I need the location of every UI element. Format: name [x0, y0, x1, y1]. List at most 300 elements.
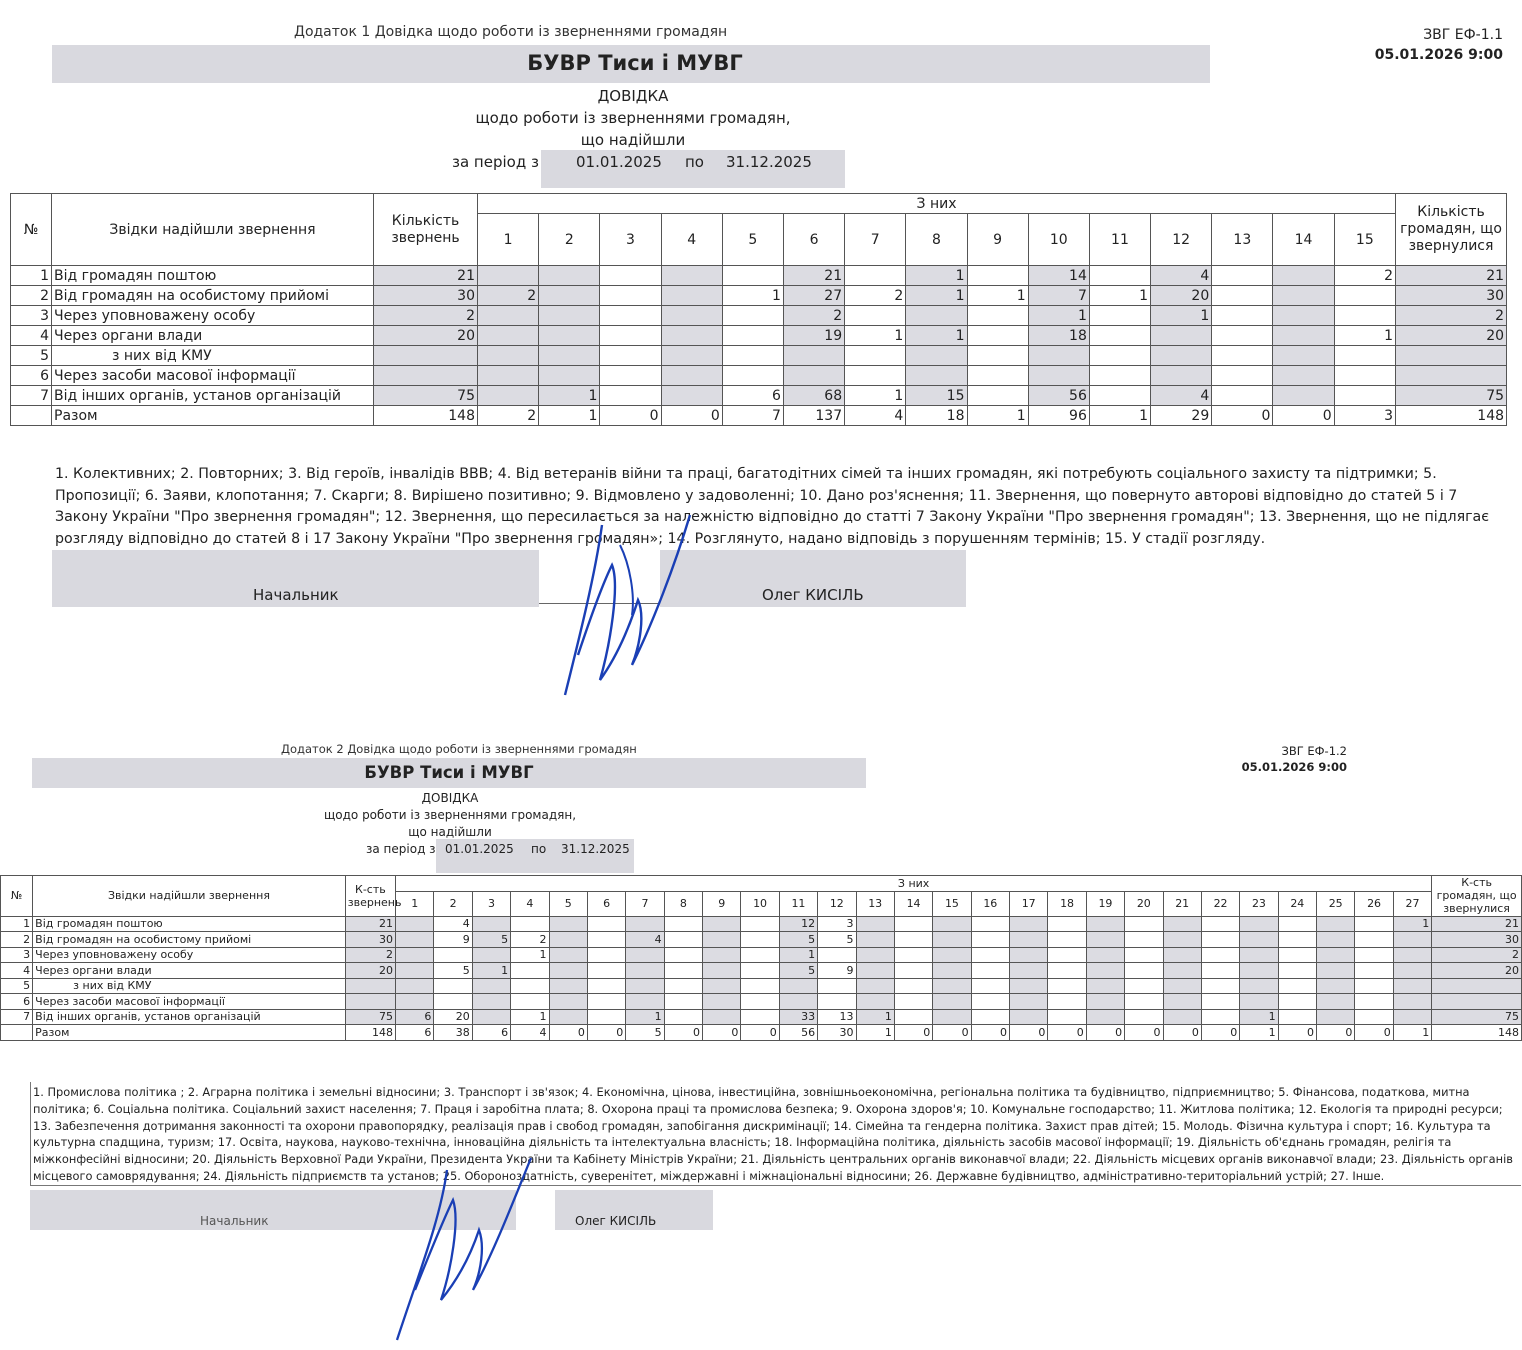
- doc2-cell: [1393, 978, 1432, 994]
- doc1-total-cell: 2: [478, 406, 539, 426]
- doc2-row-count: 30: [345, 932, 395, 948]
- doc2-row-count: 75: [345, 1009, 395, 1025]
- doc1-cell: [845, 366, 906, 386]
- doc2-cell: [587, 947, 625, 963]
- doc2-cell: 13: [818, 1009, 856, 1025]
- doc2-cell: [741, 978, 779, 994]
- doc2-cell: 1: [472, 963, 510, 979]
- doc2-period-label: за період з: [366, 842, 436, 856]
- doc1-row-label: з них від КМУ: [52, 346, 374, 366]
- doc2-th-citizens: К-сть громадян, що звернулися: [1432, 876, 1522, 917]
- doc1-cell: [600, 366, 661, 386]
- doc1-total-cell: 137: [783, 406, 844, 426]
- doc2-cell: 4: [626, 932, 664, 948]
- doc1-cell: [1273, 306, 1334, 326]
- doc2-th-col-15: 15: [933, 891, 971, 916]
- doc2-cell: 1: [1393, 916, 1432, 932]
- table-row: [1, 978, 1522, 994]
- doc2-total-cell: 1: [856, 1025, 894, 1041]
- table-row: [11, 266, 1507, 286]
- doc2-cell: [1086, 932, 1124, 948]
- doc2-cell: [741, 1009, 779, 1025]
- doc2-cell: [626, 963, 664, 979]
- doc2-th-col-16: 16: [971, 891, 1009, 916]
- doc2-total-cell: 0: [1048, 1025, 1086, 1041]
- doc2-total-cell: 6: [472, 1025, 510, 1041]
- doc1-total-cell: 1: [1089, 406, 1150, 426]
- doc1-title: ДОВІДКА: [597, 87, 669, 105]
- doc1-cell: 4: [1151, 266, 1212, 286]
- doc1-cell: 2: [783, 306, 844, 326]
- doc2-cell: [971, 994, 1009, 1010]
- doc1-cell: 2: [845, 286, 906, 306]
- doc1-row-num: 5: [11, 346, 52, 366]
- doc1-period-to-label: по: [685, 153, 704, 171]
- doc2-cell: 9: [818, 963, 856, 979]
- doc1-row-label: Від громадян поштою: [52, 266, 374, 286]
- doc2-total-citizens: 148: [1432, 1025, 1522, 1041]
- doc1-th-source: Звідки надійшли звернення: [52, 194, 374, 266]
- doc1-cell: [1089, 366, 1150, 386]
- doc1-cell: [539, 286, 600, 306]
- doc1-total-cell: 1: [967, 406, 1028, 426]
- doc1-cell: 1: [1334, 326, 1395, 346]
- doc1-cell: [967, 366, 1028, 386]
- doc1-subtitle2: що надійшли: [580, 131, 686, 149]
- doc2-cell: 5: [779, 963, 817, 979]
- doc2-cell: [434, 978, 472, 994]
- doc2-cell: [472, 916, 510, 932]
- doc2-cell: [1317, 994, 1355, 1010]
- doc1-cell: [1273, 346, 1334, 366]
- doc1-row-num: 1: [11, 266, 52, 286]
- doc2-total-cell: 6: [396, 1025, 434, 1041]
- doc2-row-citizens: 21: [1432, 916, 1522, 932]
- doc1-cell: [1028, 366, 1089, 386]
- doc2-row-num: 5: [1, 978, 33, 994]
- doc2-cell: [741, 994, 779, 1010]
- doc2-total-cell: 5: [626, 1025, 664, 1041]
- doc1-th-num: №: [11, 194, 52, 266]
- doc2-row-citizens: 2: [1432, 947, 1522, 963]
- doc2-cell: [741, 932, 779, 948]
- doc1-cell: [478, 306, 539, 326]
- doc1-cell: [845, 306, 906, 326]
- doc2-cell: [1278, 1009, 1316, 1025]
- doc2-datetime: 05.01.2026 9:00: [1241, 760, 1347, 774]
- doc2-th-col-6: 6: [587, 891, 625, 916]
- doc1-total-cell: 18: [906, 406, 967, 426]
- doc2-th-col-11: 11: [779, 891, 817, 916]
- doc2-cell: [1010, 916, 1048, 932]
- doc2-cell: [856, 947, 894, 963]
- doc2-cell: [1317, 932, 1355, 948]
- doc2-cell: [894, 1009, 932, 1025]
- doc2-cell: [703, 916, 741, 932]
- doc1-total-cell: 0: [600, 406, 661, 426]
- doc1-cell: [783, 366, 844, 386]
- doc2-total-cell: 1: [1240, 1025, 1278, 1041]
- doc2-cell: [1163, 932, 1201, 948]
- doc2-row-num: 2: [1, 932, 33, 948]
- doc1-cell: [722, 326, 783, 346]
- doc2-cell: [549, 994, 587, 1010]
- doc2-table: [0, 875, 1522, 1041]
- doc2-cell: [1086, 1009, 1124, 1025]
- doc2-cell: [549, 947, 587, 963]
- doc2-row-num: 3: [1, 947, 33, 963]
- table-row: [1, 1009, 1522, 1025]
- doc2-row-count: 20: [345, 963, 395, 979]
- doc2-cell: [549, 978, 587, 994]
- doc2-cell: 1: [1240, 1009, 1278, 1025]
- doc2-cell: [1010, 978, 1048, 994]
- doc2-cell: [1201, 932, 1239, 948]
- doc2-total-cell: 4: [511, 1025, 549, 1041]
- doc2-cell: [703, 978, 741, 994]
- doc2-th-col-25: 25: [1317, 891, 1355, 916]
- doc2-row-label: Від громадян поштою: [33, 916, 346, 932]
- doc1-row-citizens: [1396, 366, 1507, 386]
- doc1-th-col-3: 3: [600, 214, 661, 266]
- doc1-cell: [845, 346, 906, 366]
- doc1-th-col-8: 8: [906, 214, 967, 266]
- doc2-cell: [587, 1009, 625, 1025]
- doc1-cell: 21: [783, 266, 844, 286]
- doc1-cell: [1334, 286, 1395, 306]
- doc2-subtitle2: що надійшли: [408, 825, 492, 839]
- doc1-cell: [967, 346, 1028, 366]
- doc1-cell: [661, 286, 722, 306]
- doc1-period-label: за період з: [452, 153, 539, 171]
- doc2-total-cell: 0: [741, 1025, 779, 1041]
- doc2-cell: [1163, 916, 1201, 932]
- doc1-row-citizens: 2: [1396, 306, 1507, 326]
- doc2-row-label: Через засоби масової інформації: [33, 994, 346, 1010]
- doc1-cell: [1212, 326, 1273, 346]
- doc2-row-citizens: 20: [1432, 963, 1522, 979]
- doc2-cell: 20: [434, 1009, 472, 1025]
- doc2-total-cell: 0: [894, 1025, 932, 1041]
- doc2-cell: [1355, 947, 1393, 963]
- doc1-row-citizens: 75: [1396, 386, 1507, 406]
- doc2-total-cell: 0: [1278, 1025, 1316, 1041]
- doc2-cell: [1278, 994, 1316, 1010]
- doc2-period-from: 01.01.2025: [445, 842, 514, 856]
- doc2-legend: 1. Промислова політика ; 2. Аграрна політика і земельні відносини; 3. Транспорт і зв'язок; 4. Економічна, цінова, інвестиційна, зовнішньоекономічна, регіональна політика та будівництво, підприємництво; 5. Фінансова, податкова, митна політика; 6. Соціальна політика. Соціальний захист населення; 7. Праця і заробітна плата; 8. Охорона праці та промислова безпека; 9. Охорона здоров'я; 10. Комунальне господарство; 11. Житлова політика; 12. Екологія та природні ресурси; 13. Забезпечення дотримання законності та охорони правопорядку, реалізація прав і свобод громадян, запобігання дискримінації; 14. Сімейна та гендерна політика. Захист прав дітей; 15. Молодь. Фізична культура і спорт; 16. Культура та культурна спадщина, туризм; 17. Освіта, наукова, науково-технічна, інноваційна діяльність та інтелектуальна власність; 18. Інформаційна політика, діяльність засобів масової інформації; 19. Діяльність об'єднань громадян, релігія та міжконфесійні відносини; 20. Діяльність Верховної Ради України, Президента України та Кабінету Міністрів України; 21. Діяльність центральних органів виконавчої влади; 22. Діяльність місцевих органів виконавчої влади; 23. Діяльність органів місцевого самоврядування; 24. Діяльність підприємств та установ; 25. Обороноздатність, суверенітет, міждержавні і міжнаціональні відносини; 26. Державне будівництво, адміністративно-територіальний устрій; 27. Інше.: [33, 1085, 1513, 1183]
- table-row: [11, 326, 1507, 346]
- doc2-cell: [818, 994, 856, 1010]
- doc1-cell: 1: [906, 266, 967, 286]
- doc2-cell: [1086, 963, 1124, 979]
- doc2-cell: [396, 978, 434, 994]
- doc2-cell: [1240, 978, 1278, 994]
- doc2-th-col-13: 13: [856, 891, 894, 916]
- doc1-th-col-14: 14: [1273, 214, 1334, 266]
- doc1-cell: [600, 306, 661, 326]
- doc1-cell: [600, 326, 661, 346]
- doc1-row-label: Через органи влади: [52, 326, 374, 346]
- doc2-cell: [472, 994, 510, 1010]
- doc2-cell: [1201, 994, 1239, 1010]
- doc2-cell: [1355, 932, 1393, 948]
- table-row: [1, 932, 1522, 948]
- doc2-cell: [1086, 978, 1124, 994]
- doc2-cell: [626, 978, 664, 994]
- doc2-cell: [971, 932, 1009, 948]
- doc2-cell: [1163, 963, 1201, 979]
- doc1-th-col-7: 7: [845, 214, 906, 266]
- doc1-cell: [478, 366, 539, 386]
- doc2-cell: [626, 994, 664, 1010]
- doc1-row-count: [374, 346, 478, 366]
- doc2-total-cell: 30: [818, 1025, 856, 1041]
- doc2-total-cell: 0: [971, 1025, 1009, 1041]
- doc1-cell: [1212, 286, 1273, 306]
- doc2-cell: [856, 916, 894, 932]
- doc1-th-of-them: З них: [478, 194, 1396, 214]
- doc2-cell: 1: [779, 947, 817, 963]
- doc2-cell: [511, 994, 549, 1010]
- doc2-cell: [626, 947, 664, 963]
- doc1-cell: [478, 386, 539, 406]
- doc1-signature: [540, 505, 710, 730]
- doc1-subtitle1: щодо роботи із зверненнями громадян,: [475, 109, 791, 127]
- doc2-total-cell: 0: [664, 1025, 702, 1041]
- doc1-total-citizens: 148: [1396, 406, 1507, 426]
- doc1-cell: [661, 366, 722, 386]
- doc1-cell: [967, 386, 1028, 406]
- doc2-cell: [549, 963, 587, 979]
- doc1-cell: 2: [478, 286, 539, 306]
- doc1-row-num: 3: [11, 306, 52, 326]
- doc2-cell: [933, 916, 971, 932]
- doc2-cell: [741, 947, 779, 963]
- doc2-cell: [1278, 978, 1316, 994]
- doc2-cell: [971, 1009, 1009, 1025]
- doc1-row-citizens: 21: [1396, 266, 1507, 286]
- table-row: [11, 286, 1507, 306]
- doc2-cell: [703, 994, 741, 1010]
- doc2-cell: [1393, 994, 1432, 1010]
- doc1-total-count: 148: [374, 406, 478, 426]
- doc2-row-count: [345, 978, 395, 994]
- doc1-period-from: 01.01.2025: [576, 153, 662, 171]
- doc2-cell: [587, 994, 625, 1010]
- doc1-cell: [967, 266, 1028, 286]
- doc2-cell: [587, 978, 625, 994]
- doc1-total-label: Разом: [52, 406, 374, 426]
- doc2-cell: [933, 994, 971, 1010]
- doc1-cell: [1151, 346, 1212, 366]
- table-row: [11, 306, 1507, 326]
- doc2-total-cell: 0: [1317, 1025, 1355, 1041]
- doc2-row-citizens: [1432, 978, 1522, 994]
- doc2-position: Начальник: [200, 1214, 269, 1228]
- doc1-cell: 27: [783, 286, 844, 306]
- doc1-cell: [1212, 306, 1273, 326]
- doc1-cell: 2: [1334, 266, 1395, 286]
- doc1-datetime: 05.01.2026 9:00: [1374, 47, 1503, 63]
- doc2-cell: [1125, 916, 1163, 932]
- doc1-cell: [1089, 306, 1150, 326]
- doc1-cell: [661, 306, 722, 326]
- doc2-cell: [933, 932, 971, 948]
- doc2-total-cell: 0: [587, 1025, 625, 1041]
- doc1-cell: 18: [1028, 326, 1089, 346]
- doc2-cell: [1010, 947, 1048, 963]
- table-row: [11, 386, 1507, 406]
- doc2-cell: [626, 916, 664, 932]
- doc1-total-cell: 4: [845, 406, 906, 426]
- doc2-cell: 1: [626, 1009, 664, 1025]
- doc1-cell: [1334, 386, 1395, 406]
- doc2-row-label: Від інших органів, установ організацій: [33, 1009, 346, 1025]
- doc1-th-col-1: 1: [478, 214, 539, 266]
- doc2-total-cell: 0: [1201, 1025, 1239, 1041]
- doc1-row-citizens: 20: [1396, 326, 1507, 346]
- doc2-cell: [933, 978, 971, 994]
- doc2-cell: [933, 963, 971, 979]
- doc1-total-num: [11, 406, 52, 426]
- doc2-cell: [1240, 963, 1278, 979]
- doc2-row-citizens: 30: [1432, 932, 1522, 948]
- doc2-cell: 3: [818, 916, 856, 932]
- doc2-row-num: 1: [1, 916, 33, 932]
- doc2-cell: [1010, 963, 1048, 979]
- doc1-row-count: [374, 366, 478, 386]
- doc2-th-count: К-сть звернень: [345, 876, 395, 917]
- table-row: [11, 346, 1507, 366]
- doc2-cell: [664, 947, 702, 963]
- doc2-cell: [1278, 916, 1316, 932]
- doc1-cell: [539, 366, 600, 386]
- doc2-cell: [1048, 994, 1086, 1010]
- doc2-cell: [1393, 947, 1432, 963]
- doc1-cell: [1212, 266, 1273, 286]
- doc2-total-cell: 0: [1010, 1025, 1048, 1041]
- doc2-cell: [664, 916, 702, 932]
- doc2-cell: [703, 932, 741, 948]
- doc1-th-col-13: 13: [1212, 214, 1273, 266]
- doc1-cell: [1334, 306, 1395, 326]
- doc2-cell: [511, 916, 549, 932]
- doc1-cell: [1028, 346, 1089, 366]
- doc2-cell: [971, 978, 1009, 994]
- doc1-cell: [600, 266, 661, 286]
- doc2-th-col-23: 23: [1240, 891, 1278, 916]
- doc2-row-label: Від громадян на особистому прийомі: [33, 932, 346, 948]
- doc1-row-num: 7: [11, 386, 52, 406]
- doc1-cell: [600, 286, 661, 306]
- doc1-th-col-4: 4: [661, 214, 722, 266]
- doc2-row-count: 21: [345, 916, 395, 932]
- doc1-cell: 14: [1028, 266, 1089, 286]
- doc2-th-col-1: 1: [396, 891, 434, 916]
- table-row-total: [11, 406, 1507, 426]
- doc1-cell: 1: [1151, 306, 1212, 326]
- doc2-cell: [1010, 1009, 1048, 1025]
- doc1-cell: [1151, 366, 1212, 386]
- doc2-th-col-14: 14: [894, 891, 932, 916]
- doc1-cell: [722, 266, 783, 286]
- doc2-cell: [587, 963, 625, 979]
- doc1-total-cell: 7: [722, 406, 783, 426]
- doc2-cell: [587, 916, 625, 932]
- doc2-cell: [434, 994, 472, 1010]
- doc1-cell: [661, 386, 722, 406]
- doc2-cell: [894, 963, 932, 979]
- doc1-row-citizens: 30: [1396, 286, 1507, 306]
- doc2-th-col-2: 2: [434, 891, 472, 916]
- doc2-cell: [396, 994, 434, 1010]
- table-row: [11, 366, 1507, 386]
- doc1-th-col-15: 15: [1334, 214, 1395, 266]
- doc2-total-cell: 38: [434, 1025, 472, 1041]
- doc2-row-num: 6: [1, 994, 33, 1010]
- doc1-cell: 1: [845, 326, 906, 346]
- doc2-cell: [894, 994, 932, 1010]
- doc2-cell: [703, 947, 741, 963]
- doc1-th-col-10: 10: [1028, 214, 1089, 266]
- doc1-row-count: 75: [374, 386, 478, 406]
- doc2-row-num: 7: [1, 1009, 33, 1025]
- doc1-th-citizens: Кількість громадян, що звернулися: [1396, 194, 1507, 266]
- doc2-th-source: Звідки надійшли звернення: [33, 876, 346, 917]
- doc2-title: ДОВІДКА: [421, 791, 479, 805]
- doc1-row-label: Через засоби масової інформації: [52, 366, 374, 386]
- doc1-th-col-5: 5: [722, 214, 783, 266]
- doc2-th-col-21: 21: [1163, 891, 1201, 916]
- doc2-cell: [856, 978, 894, 994]
- doc2-th-col-12: 12: [818, 891, 856, 916]
- doc2-cell: [549, 916, 587, 932]
- doc1-th-col-6: 6: [783, 214, 844, 266]
- doc2-cell: [1048, 1009, 1086, 1025]
- doc1-cell: 19: [783, 326, 844, 346]
- doc2-cell: [472, 947, 510, 963]
- doc2-cell: [856, 994, 894, 1010]
- doc2-cell: [779, 978, 817, 994]
- doc1-cell: 1: [539, 386, 600, 406]
- doc2-cell: [971, 963, 1009, 979]
- doc2-row-label: Через органи влади: [33, 963, 346, 979]
- doc2-cell: [1125, 1009, 1163, 1025]
- doc2-cell: [1201, 1009, 1239, 1025]
- doc1-table: [10, 193, 1507, 426]
- doc2-cell: [779, 994, 817, 1010]
- doc2-cell: [1240, 947, 1278, 963]
- doc1-row-label: Від інших органів, установ організацій: [52, 386, 374, 406]
- doc1-total-cell: 0: [1212, 406, 1273, 426]
- doc2-cell: [856, 963, 894, 979]
- doc1-cell: [722, 366, 783, 386]
- doc1-cell: [1151, 326, 1212, 346]
- doc2-cell: [472, 1009, 510, 1025]
- doc1-cell: [478, 266, 539, 286]
- doc2-total-count: 148: [345, 1025, 395, 1041]
- doc1-cell: 6: [722, 386, 783, 406]
- doc2-signature: [385, 1150, 555, 1345]
- doc2-appendix: Додаток 2 Довідка щодо роботи із зверненнями громадян: [281, 742, 637, 756]
- table-row: [1, 963, 1522, 979]
- doc1-cell: [906, 306, 967, 326]
- doc2-cell: [1278, 963, 1316, 979]
- doc2-cell: [396, 963, 434, 979]
- doc1-total-cell: 96: [1028, 406, 1089, 426]
- doc2-cell: [434, 947, 472, 963]
- doc2-cell: [1317, 916, 1355, 932]
